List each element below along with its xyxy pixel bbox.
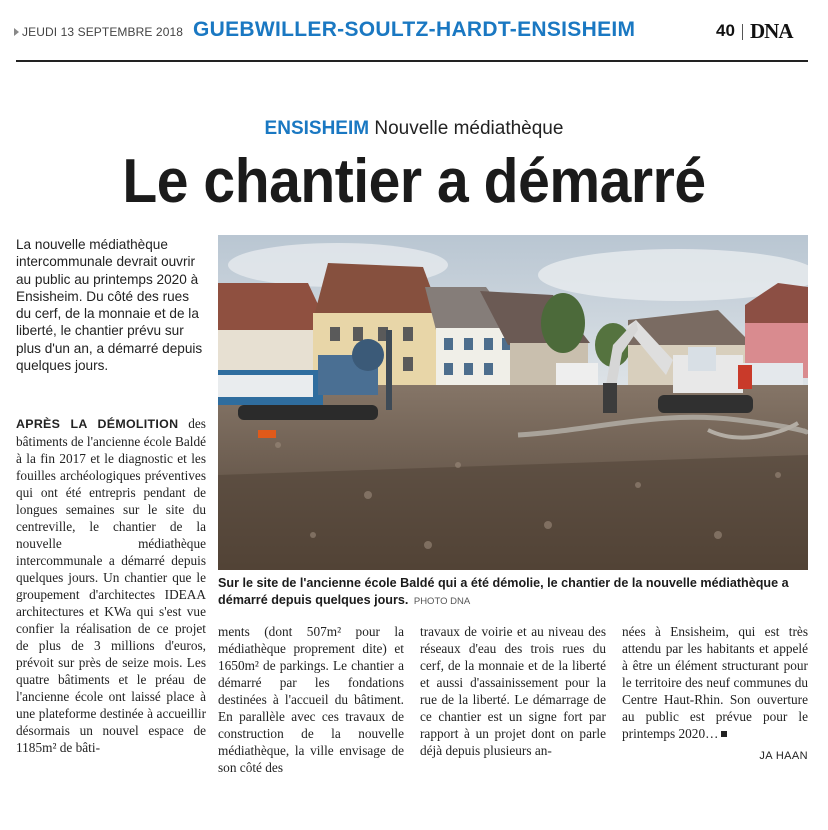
caption-text: Sur le site de l'ancienne école Baldé qui a été démolie, le chantier de la nouvelle médiathèque a démarré depuis quelques jours. — [218, 576, 789, 607]
header-rule — [16, 60, 808, 62]
kicker — [0, 118, 828, 140]
page-number: 40 — [716, 21, 735, 40]
author-byline: JA HAAN — [759, 750, 808, 762]
body-column-3 — [420, 623, 606, 759]
body-text-3: travaux de voirie et au niveau des réseaux d'eau des trois rues du cerf, de la monnaie et de la liberté et aussi d'assainissement pour la rue de la liberté. Le démarrage de ce chantier est un signe fort par rapport à un projet dont on parle déjà depuis plusieurs an- — [420, 624, 606, 758]
body-column-2 — [218, 623, 404, 776]
article-standfirst: La nouvelle médiathèque intercommunale devrait ouvrir au public au printemps 2020 à Ensisheim. Du côté des rues du cerf, de la monnaie et de la liberté, le chantier prévu sur plus d'un an, a démarré depuis quelques jours. — [16, 237, 203, 374]
construction-site-image — [218, 235, 808, 570]
kicker-location: ENSISHEIM — [264, 118, 370, 139]
publication-logo: DNA — [750, 19, 793, 43]
header-separator — [742, 24, 743, 40]
issue-date-text: JEUDI 13 SEPTEMBRE 2018 — [22, 25, 184, 39]
lead-in: APRÈS LA DÉMOLITION — [16, 417, 179, 431]
body-text-1: des bâtiments de l'ancienne école Baldé à la fin 2017 et le diagnostic et les fouilles archéologiques préventives qui ont été entrepris pendant de longues semaines sur le site du centreville, le chantier de la nouvelle médiathèque intercommunale a démarré depuis quelques jours. Un chantier que le groupement d'architectes IDEAA architectures et KWa qui s'est vue confier la réalisation de ce projet de plus de 3 millions d'euros, prévoit sur près de seize mois. Les quatre bâtiments et le préau de l'ancienne école ont laissé place à une plateforme destinée à accueillir désormais un nouvel espace de 1185m² de bâti- — [16, 416, 206, 755]
triangle-icon — [14, 28, 19, 36]
photo-credit: PHOTO DNA — [413, 595, 471, 607]
body-text-4: nées à Ensisheim, qui est très attendu par les habitants et appelé à être un élément structurant pour le territoire des neuf communes du Centre Haut-Rhin. Son ouverture au public est prévue pour le printemps 2020… — [622, 624, 808, 741]
article-photo — [218, 235, 808, 570]
kicker-subject: Nouvelle médiathèque — [374, 118, 564, 139]
photo-caption — [218, 575, 808, 610]
end-mark-icon — [721, 731, 727, 737]
issue-date — [14, 25, 183, 39]
headline: Le chantier a démarré — [122, 147, 706, 216]
body-text-2: ments (dont 507m² pour la médiathèque proprement dite) et 1650m² de parkings. Le chantier a démarré par les fondations destinées à l'accueil du bâtiment. En parallèle avec ces travaux de construction de la nouvelle médiathèque, la ville envisage de son côté des — [218, 624, 404, 775]
section-title: GUEBWILLER-SOULTZ-HARDT-ENSISHEIM — [193, 18, 636, 41]
body-column-4 — [622, 623, 808, 742]
body-column-1 — [16, 415, 206, 756]
